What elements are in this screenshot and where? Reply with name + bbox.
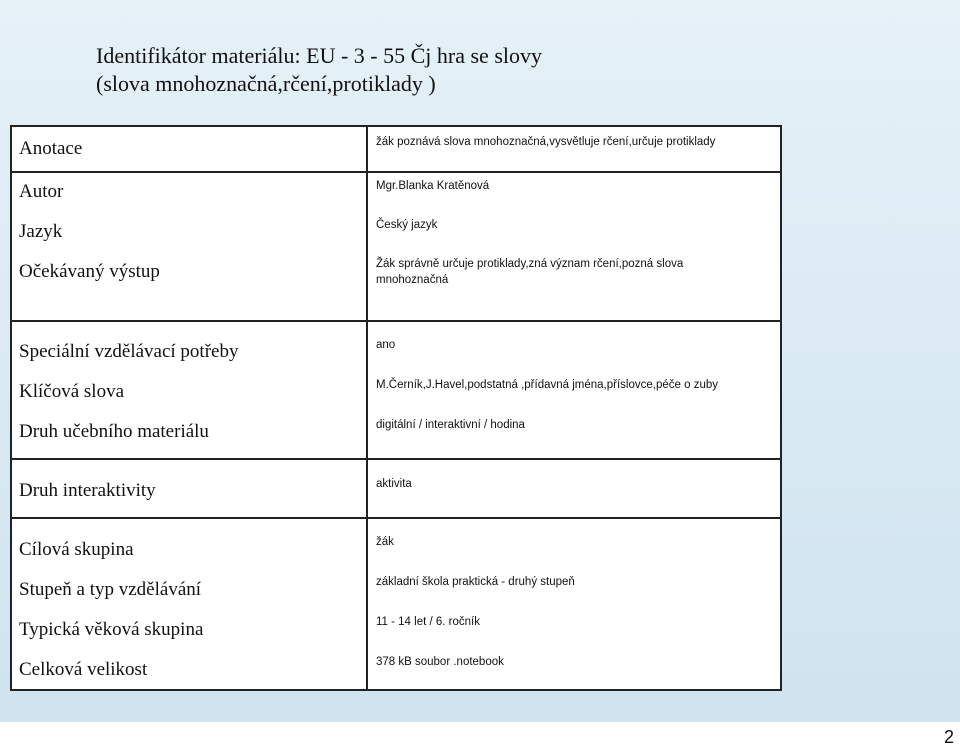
row-label-druh-interaktivity: Druh interaktivity <box>19 480 156 501</box>
row-label-celkova-velikost: Celková velikost <box>19 659 148 680</box>
row-label-autor: Autor <box>19 181 64 202</box>
row-label-klicova-slova: Klíčová slova <box>19 381 125 402</box>
row-label-druh-materialu: Druh učebního materiálu <box>19 421 209 442</box>
row-value-specialni-potreby: ano <box>376 339 396 351</box>
row-value-celkova-velikost: 378 kB soubor .notebook <box>376 656 504 668</box>
column-divider <box>366 127 368 689</box>
row-label-specialni-potreby: Speciální vzdělávací potřeby <box>19 341 239 362</box>
row-label-anotace: Anotace <box>19 138 83 159</box>
row-label-vekova-skupina: Typická věková skupina <box>19 619 204 640</box>
row-divider <box>12 320 780 322</box>
page-number: 2 <box>943 727 954 747</box>
title-line-2: (slova mnohoznačná,rčení,protiklady ) <box>96 71 436 96</box>
row-value-druh-interaktivity: aktivita <box>376 478 412 490</box>
row-divider <box>12 171 780 173</box>
row-value-stupen-vzdelavani: základní škola praktická - druhý stupeň <box>376 576 575 588</box>
page-title <box>96 42 796 98</box>
row-value-vekova-skupina: 11 - 14 let / 6. ročník <box>376 616 480 628</box>
row-label-jazyk: Jazyk <box>19 221 63 242</box>
row-label-stupen-vzdelavani: Stupeň a typ vzdělávání <box>19 579 202 600</box>
row-label-ocekavany-vystup: Očekávaný výstup <box>19 261 160 282</box>
row-divider <box>12 458 780 460</box>
row-value-autor: Mgr.Blanka Kratěnová <box>376 180 490 192</box>
row-value-jazyk: Český jazyk <box>376 219 438 231</box>
row-value-druh-materialu: digitální / interaktivní / hodina <box>376 419 525 431</box>
row-value-ocekavany-vystup: Žák správně určuje protiklady,zná význam rčení,pozná slova mnohoznačná <box>376 258 684 286</box>
title-line-1: Identifikátor materiálu: EU - 3 - 55 Čj hra se slovy <box>96 43 542 68</box>
row-label-cilova-skupina: Cílová skupina <box>19 539 134 560</box>
metadata-table <box>10 125 782 691</box>
row-value-anotace: žák poznává slova mnohoznačná,vysvětluje rčení,určuje protiklady <box>376 136 716 148</box>
row-value-cilova-skupina: žák <box>376 536 394 548</box>
row-divider <box>12 517 780 519</box>
row-value-klicova-slova: M.Černík,J.Havel,podstatná ,přídavná jména,příslovce,péče o zuby <box>376 379 718 391</box>
